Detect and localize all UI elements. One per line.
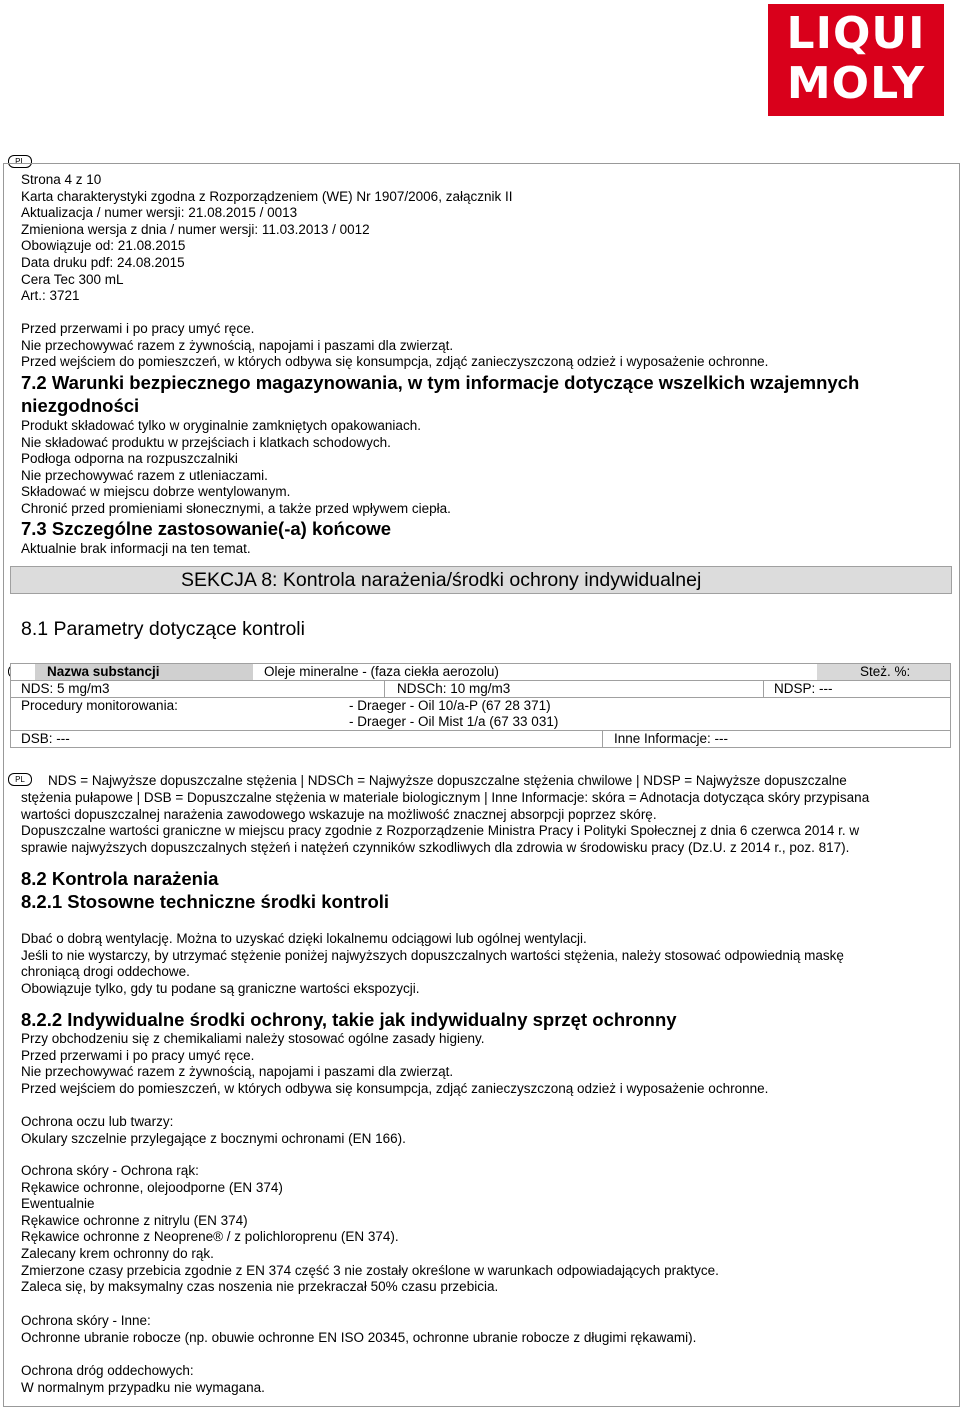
dsb-value: DSB: --- [21,731,70,746]
legend-text [21,790,869,856]
header-line: Obowiązuje od: 21.08.2015 [21,238,186,254]
text-line: Obowiązuje tylko, gdy tu podane są graniczne wartości ekspozycji. [21,980,420,996]
text-line: Nie przechowywać razem z żywnością, napojami i paszami dla zwierząt. [21,337,454,353]
section-8-2-2-body [21,1031,768,1097]
ndsch-value: NDSCh: 10 mg/m3 [397,681,511,696]
text-line: Dbać o dobrą wentylację. Można to uzyskać dzięki lokalnemu odciągowi lub ogólnej wentylacji. [21,931,587,946]
eye-protection [21,1114,406,1147]
legend-line: stężenia pułapowe | DSB = Dopuszczalne stężenia w materiale biologicznym | Inne Informacje: skóra = Adnotacja dotycząca skóry przypisana [21,790,870,805]
section-8-1-title: 8.1 Parametry dotyczące kontroli [21,618,305,640]
substance-name-label: Nazwa substancji [47,664,160,679]
header-line: Data druku pdf: 24.08.2015 [21,254,185,270]
text-line: Jeśli to nie wystarczy, by utrzymać stężenie poniżej najwyższych dopuszczalnych wartości stężenia, należy stosować odpowiednią maskę [21,947,844,963]
header-line: Cera Tec 300 mL [21,271,124,287]
section-7-2-body [21,418,451,518]
cell-divider [763,681,764,697]
section-8-2-title: 8.2 Kontrola narażenia [21,868,219,889]
subheading: Ochrona oczu lub twarzy: [21,1114,174,1129]
text-line: Chronić przed promieniami słonecznymi, a także przed wpływem ciepła. [21,500,451,516]
header-line: Aktualizacja / numer wersji: 21.08.2015 / 0013 [21,205,298,221]
header-line: Zmieniona wersja z dnia / numer wersji: 11.03.2013 / 0012 [21,221,370,237]
text-line: Zaleca się, by maksymalny czas noszenia nie przekraczał 50% czasu przebicia. [21,1279,499,1295]
text-line: Składować w miejscu dobrze wentylowanym. [21,484,291,500]
text-line: Produkt składować tylko w oryginalnie zamkniętych opakowaniach. [21,418,421,433]
logo-line2: MOLY [786,58,926,109]
cell-divider [384,681,385,697]
text-line: chroniącą drogi oddechowe. [21,964,190,980]
legend-line: NDS = Najwyższe dopuszczalne stężenia | NDSCh = Najwyższe dopuszczalne stężenia chwilowe | NDSP = Najwyższe dopuszczalne [48,773,847,788]
section-7-3-title [21,518,391,540]
text-line: Przed wejściem do pomieszczeń, w których odbywa się konsumpcja, zdjąć zanieczyszczoną odzież i wyposażenie ochronne. [21,1080,769,1096]
section-number: 7.2 [21,372,47,393]
monitoring-item: - Draeger - Oil 10/a-P (67 28 371) [349,698,551,713]
section-7-2-title [21,372,859,394]
nds-value: NDS: 5 mg/m3 [21,681,110,696]
substance-header-row [10,663,951,681]
section-8-bar [10,566,952,594]
respiratory-protection [21,1363,265,1396]
monitoring-item: - Draeger - Oil Mist 1/a (67 33 031) [349,714,559,729]
text-line: Nie składować produktu w przejściach i klatkach schodowych. [21,434,391,450]
text-line: W normalnym przypadku nie wymagana. [21,1379,265,1395]
liqui-moly-logo [768,4,944,116]
inne-value: Inne Informacje: --- [614,731,729,746]
subheading: Ochrona skóry - Inne: [21,1313,151,1328]
text-line: Przy obchodzeniu się z chemikaliami należy stosować ogólne zasady higieny. [21,1031,485,1046]
country-badge-icon: PL [8,155,32,168]
text-line: Przed przerwami i po pracy umyć ręce. [21,321,255,336]
hand-protection [21,1163,719,1296]
text-line: Ochronne ubranie robocze (np. obuwie ochronne EN ISO 20345, ochronne ubranie robocze z długimi rękawami). [21,1329,697,1345]
monitoring-label: Procedury monitorowania: [21,698,178,713]
skin-protection-other [21,1313,696,1346]
text-line: Przed wejściem do pomieszczeń, w których odbywa się konsumpcja, zdjąć zanieczyszczoną odzież i wyposażenie ochronne. [21,354,769,370]
text-line: Nie przechowywać razem z żywnością, napojami i paszami dla zwierząt. [21,1064,454,1080]
text-line: Rękawice ochronne z Neoprene® / z polichloroprenu (EN 374). [21,1229,399,1245]
text-line: Zalecany krem ochronny do rąk. [21,1245,214,1261]
legend-line: wartości dopuszczalnej narażenia zawodowego wskazuje na możliwość znacznej absorpcji poprzez skórę. [21,806,657,822]
header-line: Strona 4 z 10 [21,172,102,187]
text-line: Nie przechowywać razem z utleniaczami. [21,467,268,483]
section-title-text: Szczególne zastosowanie(-a) końcowe [46,518,392,539]
text-line: Ewentualnie [21,1196,95,1212]
dsb-row [10,730,951,748]
intro-text [21,321,768,371]
monitoring-row [10,697,951,731]
legend-line: sprawie najwyższych dopuszczalnych stężeń i natężeń czynników szkodliwych dla zdrowia w środowisku pracy (Dz.U. z 2014 r., poz. 817). [21,839,850,855]
header-line: Art.: 3721 [21,288,80,304]
section-8-2-1-body [21,931,844,997]
text-line: Przed przerwami i po pracy umyć ręce. [21,1047,255,1063]
substance-name-value: Oleje mineralne - (faza ciekła aerozolu) [264,664,499,679]
document-header [21,172,512,305]
subheading: Ochrona dróg oddechowych: [21,1363,194,1378]
logo-line1: LIQUI [786,8,926,59]
text-line: Zmierzone czasy przebicia zgodnie z EN 374 część 3 nie zostały określone w warunkach odpowiadających praktyce. [21,1262,719,1278]
section-title-text: Indywidualne środki ochrony, takie jak indywidualny sprzęt ochronny [62,1009,677,1030]
legend-line: Dopuszczalne wartości graniczne w miejscu pracy zgodnie z Rozporządzenie Ministra Pracy i Polityki Społecznej z dnia 6 czerwca 2014 r. w [21,823,860,839]
subheading: Ochrona skóry - Ochrona rąk: [21,1163,199,1178]
header-line: Karta charakterystyki zgodna z Rozporządzeniem (WE) Nr 1907/2006, załącznik II [21,188,513,204]
text-line: Rękawice ochronne, olejoodporne (EN 374) [21,1179,283,1195]
text-line: Aktualnie brak informacji na ten temat. [21,541,251,556]
limits-row [10,680,951,698]
section-8-2-2-title [21,1009,677,1031]
cell-divider [602,731,603,747]
country-badge-icon: PL [8,773,32,786]
text-line: Rękawice ochronne z nitrylu (EN 374) [21,1212,248,1228]
section-8-title: SEKCJA 8: Kontrola narażenia/środki ochrony indywidualnej [181,569,702,591]
concentration-label: Steż. %: [860,664,911,679]
section-7-2-title-cont: niezgodności [21,395,140,416]
section-title-text: Warunki bezpiecznego magazynowania, w tym informacje dotyczące wszelkich wzajemnych [46,372,860,393]
section-8-2-1-title: 8.2.1 Stosowne techniczne środki kontroli [21,891,390,912]
text-line: Podłoga odporna na rozpuszczalniki [21,451,238,467]
section-number: 8.2.2 [21,1009,63,1030]
ndsp-value: NDSP: --- [774,681,833,696]
section-number: 7.3 [21,518,47,539]
text-line: Okulary szczelnie przylegające z bocznymi ochronami (EN 166). [21,1130,406,1146]
